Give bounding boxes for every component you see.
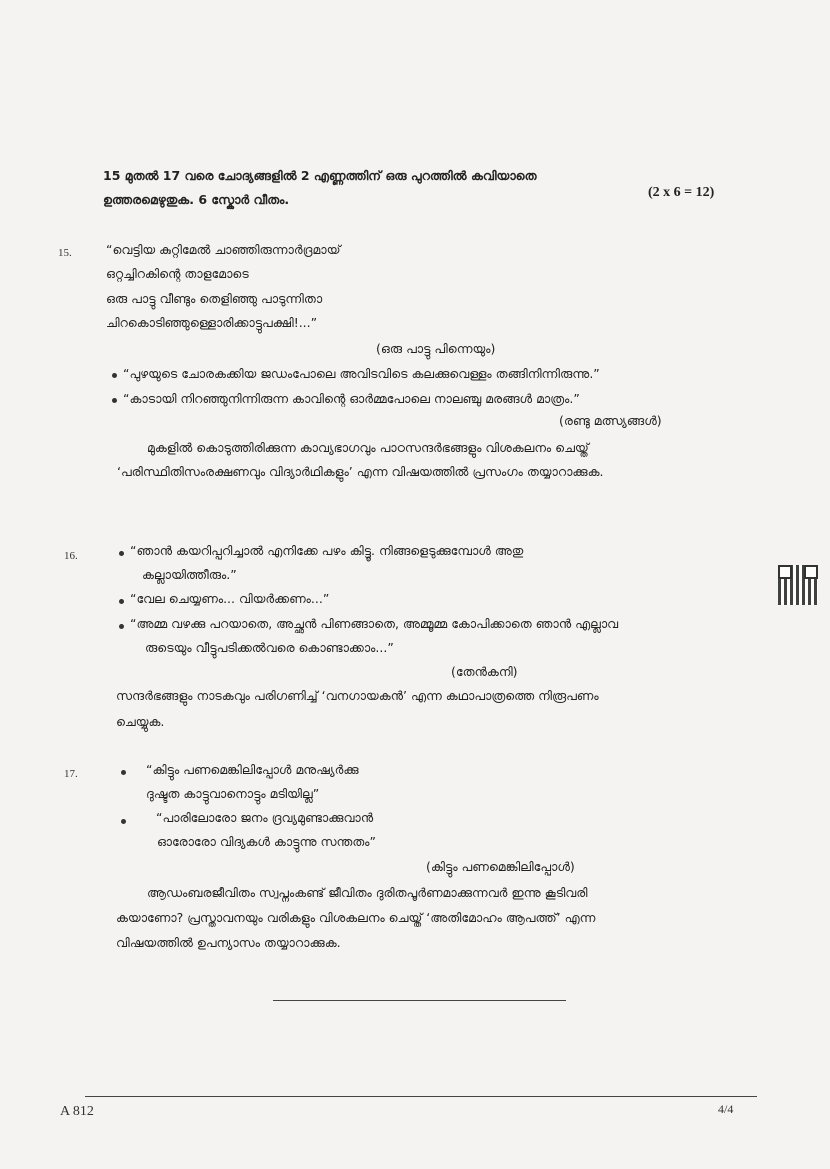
instructions-line-1: 15 മുതൽ 17 വരെ ചോദ്യങ്ങളിൽ 2 എണ്ണത്തിന് ഒരു പുറത്തിൽ കവിയാതെ (103, 168, 537, 183)
quote: “പുഴയുടെ ചോരകക്കിയ ജഡംപോലെ അവിടവിടെ കലക്കുവെള്ളം തങ്ങിനിന്നിരുന്നു.” (123, 366, 600, 381)
quote: “കിട്ടും പണമെങ്കിലിപ്പോൾ മനുഷ്യർക്കു (146, 762, 359, 777)
end-rule (273, 1000, 566, 1001)
bullet-icon (121, 819, 126, 824)
quote: കല്ലായിത്തീരും.” (142, 567, 237, 582)
task-line: വിഷയത്തിൽ ഉപന്യാസം തയ്യാറാക്കുക. (116, 935, 341, 950)
task-line: സന്ദർഭങ്ങളും നാടകവും പരിഗണിച്ച് ‘വനഗായകൻ’ എന്ന കഥാപാത്രത്തെ നിരൂപണം (116, 688, 599, 703)
quote: “അമ്മ വഴക്കു പറയാതെ, അച്ഛൻ പിണങ്ങാതെ, അമ്മൂമ്മ കോപിക്കാതെ ഞാൻ എല്ലാവ (130, 616, 619, 631)
quote: “പാരിലോരോ ജനം ദ്രവ്യമുണ്ടാക്കുവാൻ (156, 810, 374, 825)
source-title: (ഒരു പാട്ടു പിന്നെയും) (376, 341, 496, 356)
paper-code: A 812 (60, 1104, 94, 1119)
source-title: (കിട്ടും പണമെങ്കിലിപ്പോൾ) (426, 859, 575, 874)
bullet-icon (119, 599, 124, 604)
bullet-icon (112, 398, 117, 403)
quote: “വേല ചെയ്യണം... വിയർക്കണം...” (130, 591, 330, 606)
footer-rule (85, 1096, 757, 1097)
bullet-icon (119, 624, 124, 629)
instructions-line-2: ഉത്തരമെഴുതുക. 6 സ്കോർ വീതം. (103, 192, 290, 207)
quote: “ഞാൻ കയറിപ്പറിച്ചാൽ എനിക്കേ പഴം കിട്ടൂ. നിങ്ങളെടുക്കുമ്പോൾ അതു (130, 543, 524, 558)
question-number-16: 16. (64, 550, 78, 562)
poem-line: ഒരു പാട്ടു വീണ്ടും തെളിഞ്ഞു പാടുന്നിതാ (106, 291, 323, 306)
bullet-icon (121, 770, 126, 775)
task-line: കയാണോ? പ്രസ്താവനയും വരികളും വിശകലനം ചെയ്ത് ‘അതിമോഹം ആപത്ത്’ എന്ന (116, 910, 596, 925)
marks-allocation: (2 x 6 = 12) (648, 185, 715, 200)
qr-code (778, 565, 818, 605)
task-line: ആഡംബരജീവിതം സ്വപ്നംകണ്ട് ജീവിതം ദുരിതപൂർണമാക്കുന്നവർ ഇന്നു കൂടിവരി (147, 885, 588, 900)
question-number-17: 17. (64, 768, 78, 780)
quote: “കാടായി നിറഞ്ഞുനിന്നിരുന്ന കാവിന്റെ ഓർമ്മപോലെ നാലഞ്ചു മരങ്ങൾ മാത്രം.” (123, 391, 580, 406)
source-title: (രണ്ടു മത്സ്യങ്ങൾ) (559, 413, 662, 428)
bullet-icon (112, 373, 117, 378)
quote: ഓരോരോ വിദ്യകൾ കാട്ടുന്നു സന്തതം” (157, 834, 376, 849)
poem-line: “വെട്ടിയ കുറ്റിമേൽ ചാഞ്ഞിരുന്നാർദ്രമായ് (106, 242, 341, 257)
task-line: ചെയ്യുക. (116, 714, 165, 729)
poem-line: ചിറകൊടിഞ്ഞുള്ളൊരിക്കാട്ടുപക്ഷി!...” (106, 315, 318, 330)
poem-line: ഒറ്റച്ചിറകിന്റെ താളമോടെ (106, 266, 249, 281)
task-line: മുകളിൽ കൊടുത്തിരിക്കുന്ന കാവ്യഭാഗവും പാഠസന്ദർഭങ്ങളും വിശകലനം ചെയ്ത് (147, 440, 589, 455)
task-line: ‘പരിസ്ഥിതിസംരക്ഷണവും വിദ്യാർഥികളും’ എന്ന വിഷയത്തിൽ പ്രസംഗം തയ്യാറാക്കുക. (117, 464, 604, 479)
quote: രുടെയും വീട്ടുപടിക്കൽവരെ കൊണ്ടാക്കാം...” (145, 640, 394, 655)
bullet-icon (119, 551, 124, 556)
quote: ദുഷ്ടത കാട്ടുവാനൊട്ടും മടിയില്ല” (146, 786, 320, 801)
page-number: 4/4 (718, 1102, 734, 1116)
question-number-15: 15. (58, 247, 72, 259)
source-title: (തേൻകനി) (451, 664, 518, 679)
